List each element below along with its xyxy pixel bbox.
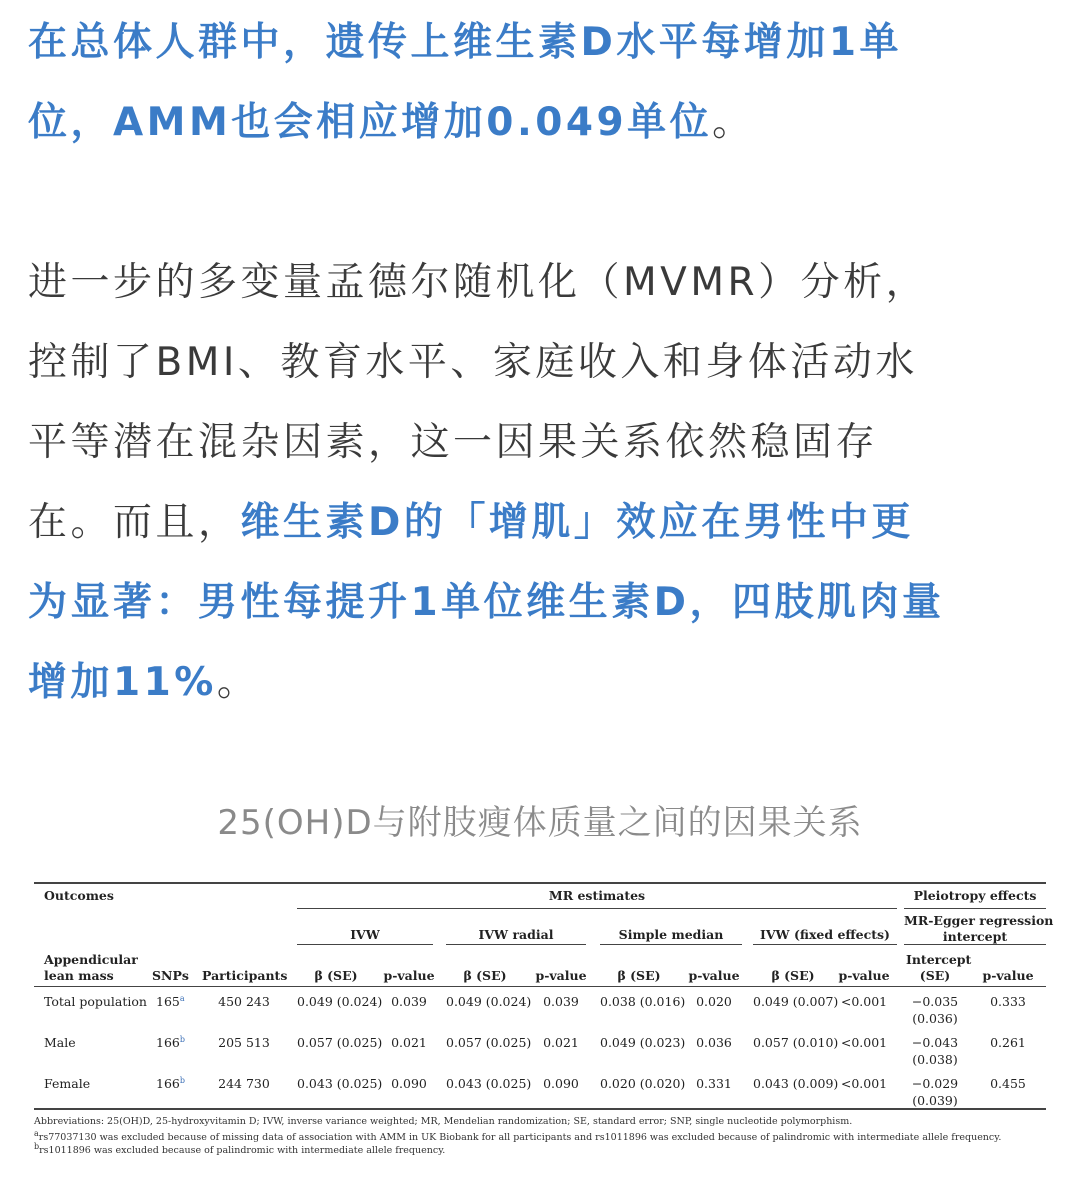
egger-pvalue-cell: 0.261 xyxy=(990,1035,1026,1050)
snps-cell xyxy=(156,1035,185,1050)
snps-cell xyxy=(156,1076,185,1091)
paragraph-1 xyxy=(28,3,1058,163)
egger-pvalue-cell: 0.333 xyxy=(990,994,1026,1009)
row-label: Total population xyxy=(44,994,147,1009)
mr-estimates-header: MR estimates xyxy=(548,888,646,903)
intercept-se-cell: (0.036) xyxy=(912,1011,958,1026)
outcomes-header: Outcomes xyxy=(44,888,114,903)
intercept-header-2: (SE) xyxy=(919,968,951,983)
ivw-radial-header: IVW radial xyxy=(478,927,554,942)
pvalue-cell: 0.021 xyxy=(391,1035,427,1050)
pvalue-cell: 0.039 xyxy=(543,994,579,1009)
beta-se-header: β (SE) xyxy=(314,968,358,983)
egger-pvalue-header: p-value xyxy=(982,968,1034,983)
beta-se-cell: 0.043 (0.025) xyxy=(297,1076,383,1091)
snps-value: 166 xyxy=(156,1076,180,1092)
ivw-radial-rule xyxy=(446,944,586,945)
beta-se-cell: 0.049 (0.007) xyxy=(753,994,839,1009)
pvalue-cell: 0.021 xyxy=(543,1035,579,1050)
beta-se-header: β (SE) xyxy=(617,968,661,983)
intercept-cell: −0.035 xyxy=(911,994,959,1009)
ivw-fixed-rule xyxy=(753,944,897,945)
beta-se-header: β (SE) xyxy=(771,968,815,983)
highlight-text: 维生素D的「增肌」效应在男性中更 xyxy=(240,500,914,545)
footnote-b xyxy=(34,1142,445,1156)
pvalue-cell: 0.036 xyxy=(696,1035,732,1050)
footnote-mark: b xyxy=(34,1142,40,1151)
intercept-cell: −0.029 xyxy=(911,1076,959,1091)
pvalue-cell: 0.090 xyxy=(543,1076,579,1091)
participants-cell: 244 730 xyxy=(218,1076,270,1091)
footnote-text: rs1011896 was excluded because of palindromic with intermediate allele frequency. xyxy=(39,1145,446,1157)
outcome-label-2: lean mass xyxy=(44,968,114,983)
egger-rule xyxy=(904,944,1046,945)
ivw-header: IVW xyxy=(350,927,380,942)
beta-se-cell: 0.020 (0.020) xyxy=(600,1076,686,1091)
beta-se-cell: 0.057 (0.025) xyxy=(446,1035,532,1050)
pvalue-header: p-value xyxy=(383,968,435,983)
punctuation: 。 xyxy=(712,100,755,145)
paragraph-2-line-4 xyxy=(28,483,1058,563)
paragraph-1-line-1: 在总体人群中，遗传上维生素D水平每增加1单 xyxy=(28,20,903,65)
snps-value: 166 xyxy=(156,1035,180,1051)
egger-header-2: intercept xyxy=(942,929,1008,944)
paragraph-2-line-3: 平等潜在混杂因素，这一因果关系依然稳固存 xyxy=(28,420,879,465)
row-label: Female xyxy=(44,1076,91,1091)
intercept-se-cell: (0.039) xyxy=(912,1093,958,1108)
beta-se-header: β (SE) xyxy=(463,968,507,983)
simple-median-rule xyxy=(600,944,742,945)
participants-cell: 450 243 xyxy=(218,994,270,1009)
footnote-text: rs77037130 was excluded because of missing data of association with AMM in UK Biobank for all participants and rs1011896 was excluded because of palindromic with intermediate allele frequency. xyxy=(38,1132,1002,1144)
intercept-cell: −0.043 xyxy=(911,1035,959,1050)
outcome-label-1: Appendicular xyxy=(44,952,138,967)
participants-cell: 205 513 xyxy=(218,1035,270,1050)
pvalue-header: p-value xyxy=(535,968,587,983)
paragraph-2-line-6 xyxy=(28,643,1058,723)
footnote-mark: b xyxy=(179,1076,185,1085)
paragraph-2-line-2: 控制了BMI、教育水平、家庭收入和身体活动水 xyxy=(28,340,918,385)
snps-value: 165 xyxy=(156,994,180,1010)
punctuation: 。 xyxy=(216,660,260,705)
ivw-fixed-header: IVW (fixed effects) xyxy=(760,927,890,942)
beta-se-cell: 0.043 (0.025) xyxy=(446,1076,532,1091)
paragraph-2 xyxy=(28,243,1058,723)
pvalue-cell: <0.001 xyxy=(840,994,888,1009)
footnote-mark: b xyxy=(179,1035,185,1044)
table-bottom-rule xyxy=(34,1108,1046,1110)
pleiotropy-header: Pleiotropy effects xyxy=(913,888,1037,903)
table-top-rule xyxy=(34,882,1046,884)
row-label: Male xyxy=(44,1035,76,1050)
egger-pvalue-cell: 0.455 xyxy=(990,1076,1026,1091)
snps-cell xyxy=(156,994,185,1009)
pvalue-cell: 0.331 xyxy=(696,1076,732,1091)
mr-estimates-rule xyxy=(297,908,897,909)
table-caption: 25(OH)D与附肢瘦体质量之间的因果关系 xyxy=(217,803,863,843)
beta-se-cell: 0.049 (0.024) xyxy=(297,994,383,1009)
pvalue-header: p-value xyxy=(838,968,890,983)
highlight-text: 位，AMM也会相应增加0.049单位 xyxy=(28,100,713,145)
highlight-text: 增加11% xyxy=(28,660,217,705)
paragraph-1-line-2 xyxy=(28,83,1058,163)
header-bottom-rule xyxy=(34,986,1046,987)
pvalue-cell: 0.090 xyxy=(391,1076,427,1091)
beta-se-cell: 0.057 (0.025) xyxy=(297,1035,383,1050)
footnote-mark: a xyxy=(34,1129,39,1138)
paragraph-2-line-5: 为显著：男性每提升1单位维生素D，四肢肌肉量 xyxy=(28,580,945,625)
snps-header: SNPs xyxy=(152,968,189,983)
pvalue-cell: 0.039 xyxy=(391,994,427,1009)
pleiotropy-rule xyxy=(904,908,1046,909)
intercept-header-1: Intercept xyxy=(906,952,972,967)
intercept-se-cell: (0.038) xyxy=(912,1052,958,1067)
simple-median-header: Simple median xyxy=(618,927,724,942)
beta-se-cell: 0.049 (0.024) xyxy=(446,994,532,1009)
beta-se-cell: 0.049 (0.023) xyxy=(600,1035,686,1050)
beta-se-cell: 0.038 (0.016) xyxy=(600,994,686,1009)
footnote-mark: a xyxy=(179,994,185,1003)
pvalue-header: p-value xyxy=(688,968,740,983)
beta-se-cell: 0.057 (0.010) xyxy=(753,1035,839,1050)
plain-text: 在。而且， xyxy=(28,500,241,545)
footnote-abbreviations: Abbreviations: 25(OH)D, 25-hydroxyvitamin D; IVW, inverse variance weighted; MR, Mendelian randomization; SE, standard error; SNP, single nucleotide polymorphism. xyxy=(34,1116,853,1127)
pvalue-cell: <0.001 xyxy=(840,1035,888,1050)
egger-header-1: MR-Egger regression xyxy=(904,913,1054,928)
pvalue-cell: <0.001 xyxy=(840,1076,888,1091)
ivw-rule xyxy=(297,944,433,945)
participants-header: Participants xyxy=(202,968,288,983)
beta-se-cell: 0.043 (0.009) xyxy=(753,1076,839,1091)
paragraph-2-line-1: 进一步的多变量孟德尔随机化（MVMR）分析， xyxy=(28,260,929,305)
pvalue-cell: 0.020 xyxy=(696,994,732,1009)
